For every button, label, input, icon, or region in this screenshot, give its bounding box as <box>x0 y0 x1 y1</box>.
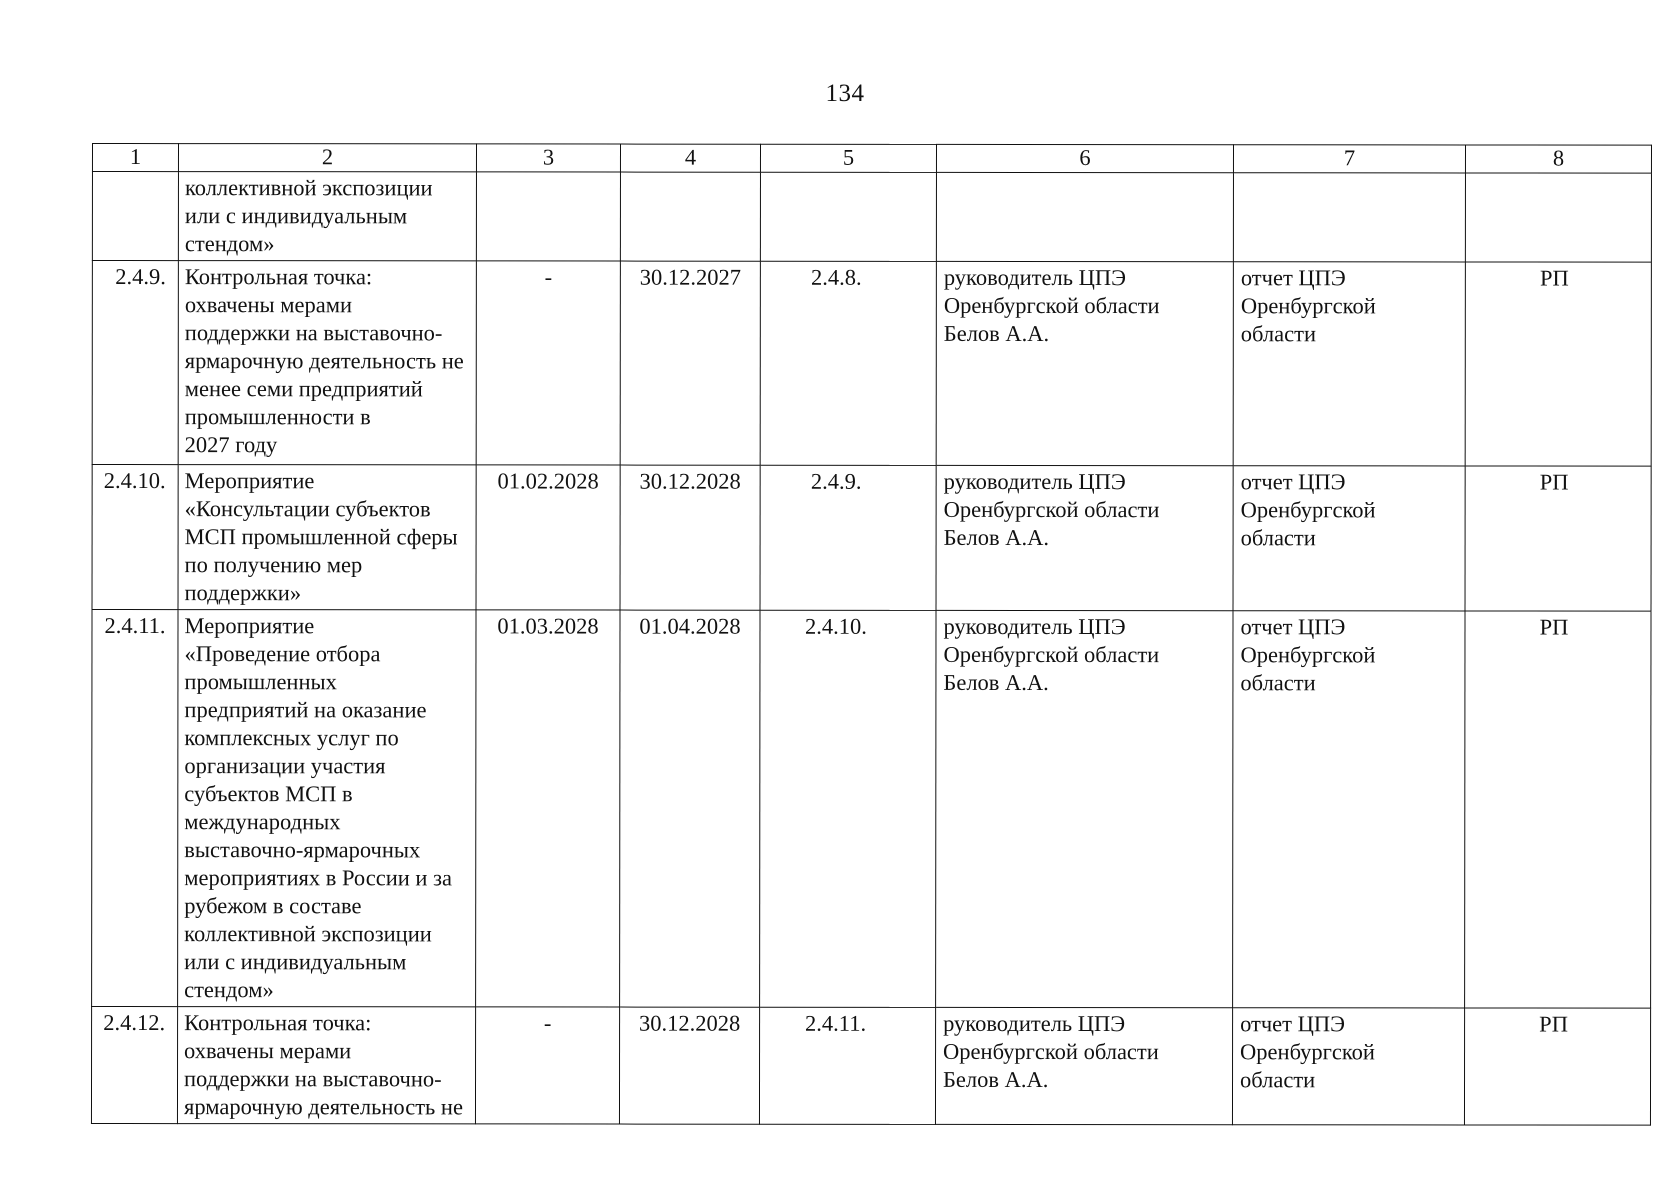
name-line: Мероприятие <box>184 613 315 639</box>
name-line: Мероприятие <box>184 468 315 494</box>
row-name-cell <box>178 610 476 1007</box>
row-number-cell: 2.4.11. <box>92 610 178 1007</box>
row-start-date-cell: - <box>475 1007 619 1124</box>
result-line: области <box>1240 321 1317 347</box>
responsible-line: Оренбургской области <box>943 292 1160 319</box>
row-number-cell: 2.4.9. <box>92 261 178 465</box>
row-responsible-cell <box>936 465 1233 610</box>
result-line: отчет ЦПЭ <box>1240 1011 1345 1037</box>
name-line: промышленности в <box>184 404 371 430</box>
row-predecessor-cell: 2.4.10. <box>760 610 936 1007</box>
name-line: охвачены мерами <box>184 292 353 318</box>
table-header <box>92 144 1651 174</box>
header-col-8: 8 <box>1465 145 1651 173</box>
row-name-cell <box>177 1007 475 1124</box>
row-number-cell <box>92 172 178 261</box>
result-line: отчет ЦПЭ <box>1240 614 1346 640</box>
header-col-7: 7 <box>1233 145 1465 173</box>
responsible-line: Оренбургской области <box>943 641 1160 668</box>
row-number-cell: 2.4.10. <box>92 465 178 610</box>
name-line: коллективной экспозиции <box>184 175 433 201</box>
name-line: рубежом в составе <box>184 893 362 919</box>
name-line: менее семи предприятий <box>184 376 423 402</box>
name-line: охвачены мерами <box>184 1038 352 1064</box>
row-result-cell <box>1233 173 1465 262</box>
row-responsible-cell <box>936 261 1233 465</box>
result-line: области <box>1240 525 1316 551</box>
row-start-date-cell <box>476 172 620 261</box>
responsible-line: Белов А.А. <box>943 320 1050 347</box>
row-level-cell: РП <box>1464 1008 1650 1125</box>
name-line: поддержки на выставочно- <box>184 320 443 346</box>
row-responsible-cell <box>936 172 1233 261</box>
row-level-cell: РП <box>1465 466 1651 611</box>
row-level-cell <box>1465 173 1651 262</box>
name-line: предприятий на оказание <box>184 697 427 723</box>
name-line: мероприятиях в России и за <box>184 865 452 891</box>
table-row <box>91 1007 1650 1126</box>
name-line: «Проведение отбора <box>184 641 381 667</box>
row-end-date-cell: 30.12.2028 <box>619 1007 759 1124</box>
header-row <box>92 144 1651 174</box>
responsible-line: Белов А.А. <box>943 524 1049 551</box>
name-line: «Консультации субъектов <box>184 496 431 522</box>
row-predecessor-cell: 2.4.8. <box>760 261 936 465</box>
result-line: области <box>1240 1067 1316 1093</box>
result-line: отчет ЦПЭ <box>1240 469 1346 495</box>
header-col-2: 2 <box>178 144 476 172</box>
row-number-cell: 2.4.12. <box>91 1007 177 1124</box>
name-line: организации участия <box>184 753 386 779</box>
name-line: или с индивидуальным <box>184 949 407 975</box>
header-col-6: 6 <box>936 144 1233 172</box>
row-end-date-cell <box>620 172 760 261</box>
name-line: промышленных <box>184 669 337 695</box>
row-end-date-cell: 01.04.2028 <box>620 610 760 1007</box>
responsible-line: руководитель ЦПЭ <box>943 264 1126 291</box>
row-predecessor-cell: 2.4.11. <box>759 1007 935 1124</box>
name-line: 2027 году <box>184 432 278 458</box>
name-line: Контрольная точка: <box>184 1010 372 1036</box>
result-line: Оренбургской <box>1240 497 1376 523</box>
row-name-cell <box>178 172 476 261</box>
name-line: Контрольная точка: <box>184 264 373 290</box>
name-line: или с индивидуальным <box>184 203 408 229</box>
name-line: поддержки» <box>184 580 302 606</box>
name-line: стендом» <box>184 977 274 1003</box>
responsible-line: Оренбургской области <box>943 1038 1159 1065</box>
responsible-line: Оренбургской области <box>943 496 1160 523</box>
row-end-date-cell: 30.12.2028 <box>620 465 760 610</box>
responsible-line: руководитель ЦПЭ <box>943 468 1126 495</box>
name-line: МСП промышленной сферы <box>184 524 458 550</box>
row-predecessor-cell: 2.4.9. <box>760 465 936 610</box>
page-number: 134 <box>825 80 865 107</box>
row-responsible-cell <box>935 1007 1232 1124</box>
header-col-4: 4 <box>620 144 760 172</box>
row-start-date-cell: 01.03.2028 <box>476 610 620 1007</box>
row-predecessor-cell <box>760 172 936 261</box>
responsible-line: Белов А.А. <box>943 1066 1049 1093</box>
responsible-line: Белов А.А. <box>943 669 1049 696</box>
row-level-cell: РП <box>1465 262 1651 466</box>
name-line: субъектов МСП в <box>184 781 353 807</box>
table-body <box>91 172 1651 1126</box>
header-col-1: 1 <box>92 144 178 172</box>
name-line: коллективной экспозиции <box>184 921 432 947</box>
result-line: области <box>1240 670 1316 696</box>
result-line: Оренбургской <box>1240 1039 1375 1065</box>
name-line: выставочно-ярмарочных <box>184 837 421 863</box>
row-result-cell <box>1232 1008 1464 1125</box>
table-row <box>92 610 1651 1009</box>
result-line: Оренбургской <box>1240 293 1376 319</box>
table-row <box>92 172 1651 263</box>
plan-table <box>91 143 1652 1126</box>
row-result-cell <box>1233 466 1465 611</box>
name-line: стендом» <box>184 231 275 257</box>
row-start-date-cell: - <box>476 261 620 465</box>
row-start-date-cell: 01.02.2028 <box>476 465 620 610</box>
name-line: ярмарочную деятельность не <box>184 348 464 374</box>
header-col-5: 5 <box>760 144 936 172</box>
responsible-line: руководитель ЦПЭ <box>943 1010 1126 1037</box>
responsible-line: руководитель ЦПЭ <box>943 613 1126 640</box>
table-row <box>92 465 1651 612</box>
row-name-cell <box>178 261 476 465</box>
row-responsible-cell <box>936 610 1233 1007</box>
name-line: комплексных услуг по <box>184 725 399 751</box>
header-col-3: 3 <box>476 144 620 172</box>
row-result-cell <box>1233 262 1465 466</box>
name-line: по получению мер <box>184 552 363 578</box>
row-end-date-cell: 30.12.2027 <box>620 261 760 465</box>
name-line: ярмарочную деятельность не <box>183 1094 463 1120</box>
name-line: международных <box>184 809 341 835</box>
result-line: Оренбургской <box>1240 642 1376 668</box>
table-row <box>92 261 1651 467</box>
row-name-cell <box>178 465 476 610</box>
row-level-cell: РП <box>1465 611 1651 1008</box>
name-line: поддержки на выставочно- <box>184 1066 442 1092</box>
row-result-cell <box>1233 611 1465 1008</box>
result-line: отчет ЦПЭ <box>1240 265 1346 291</box>
